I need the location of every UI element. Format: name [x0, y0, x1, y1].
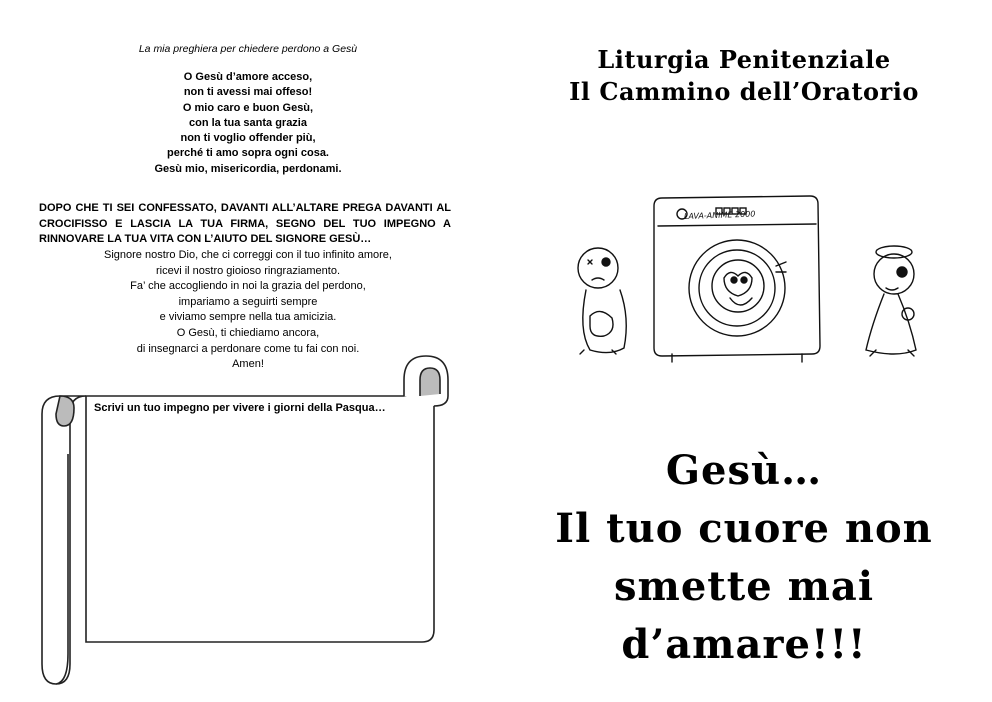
instruction-line: DOPO CHE TI SEI CONFESSATO, DAVANTI ALL’ALTARE PREGA DAVANTI AL [39, 202, 451, 214]
prayer-line: Gesù mio, misericordia, perdonami. [154, 162, 342, 175]
final-prayer-line: ricevi il nostro gioioso ringraziamento. [155, 264, 341, 277]
main-title [496, 442, 992, 674]
instruction-line: CROCIFISSO E LASCIA LA TUA FIRMA, SEGNO DEL TUO IMPEGNO A [39, 217, 451, 230]
final-prayer-line: Signore nostro Dio, che ci correggi con il tuo infinito amore, [104, 249, 392, 261]
instruction-line: RINNOVARE LA TUA VITA CON L’AIUTO DEL SIGNORE GESÙ… [39, 233, 372, 245]
prayer-line: non ti avessi mai offeso! [183, 86, 313, 99]
scroll-caption: Scrivi un tuo impegno per vivere i giorni della Pasqua… [94, 402, 386, 414]
machine-label: LAVA-ANIME 2000 [683, 209, 756, 221]
final-prayer-line: impariamo a seguirti sempre [178, 295, 318, 308]
prayer-line: O mio caro e buon Gesù, [182, 101, 314, 114]
prayer-line: O Gesù d’amore acceso, [183, 71, 313, 83]
main-title-line: Il tuo cuore non [555, 505, 933, 552]
final-prayer-line: Fa’ che accogliendo in noi la grazia del perdono, [130, 280, 366, 293]
final-prayer-line: di insegnarci a perdonare come tu fai con noi. [136, 342, 360, 355]
final-prayer-line: O Gesù, ti chiediamo ancora, [176, 326, 320, 339]
main-title-line: Gesù… [665, 447, 823, 494]
prayer-line: non ti voglio offender più, [180, 132, 316, 145]
prayer-text [0, 70, 496, 177]
cover-title-line: Liturgia Penitenziale [597, 45, 891, 74]
final-prayer-line: e viviamo sempre nella tua amicizia. [159, 311, 337, 324]
cover-title-line: Il Cammino dell’Oratorio [569, 77, 919, 106]
prayer-line: perché ti amo sopra ogni cosa. [167, 147, 329, 160]
main-title-line: smette mai [613, 563, 875, 610]
main-title-line: d’amare!!! [621, 621, 867, 668]
prayer-line: con la tua santa grazia [189, 116, 307, 129]
washing-machine-illustration [562, 186, 932, 372]
right-page [496, 0, 992, 702]
cover-title [496, 44, 992, 108]
final-prayer-line: Amen! [232, 358, 264, 371]
prayer-title: La mia preghiera per chiedere perdono a Gesù [138, 43, 358, 55]
